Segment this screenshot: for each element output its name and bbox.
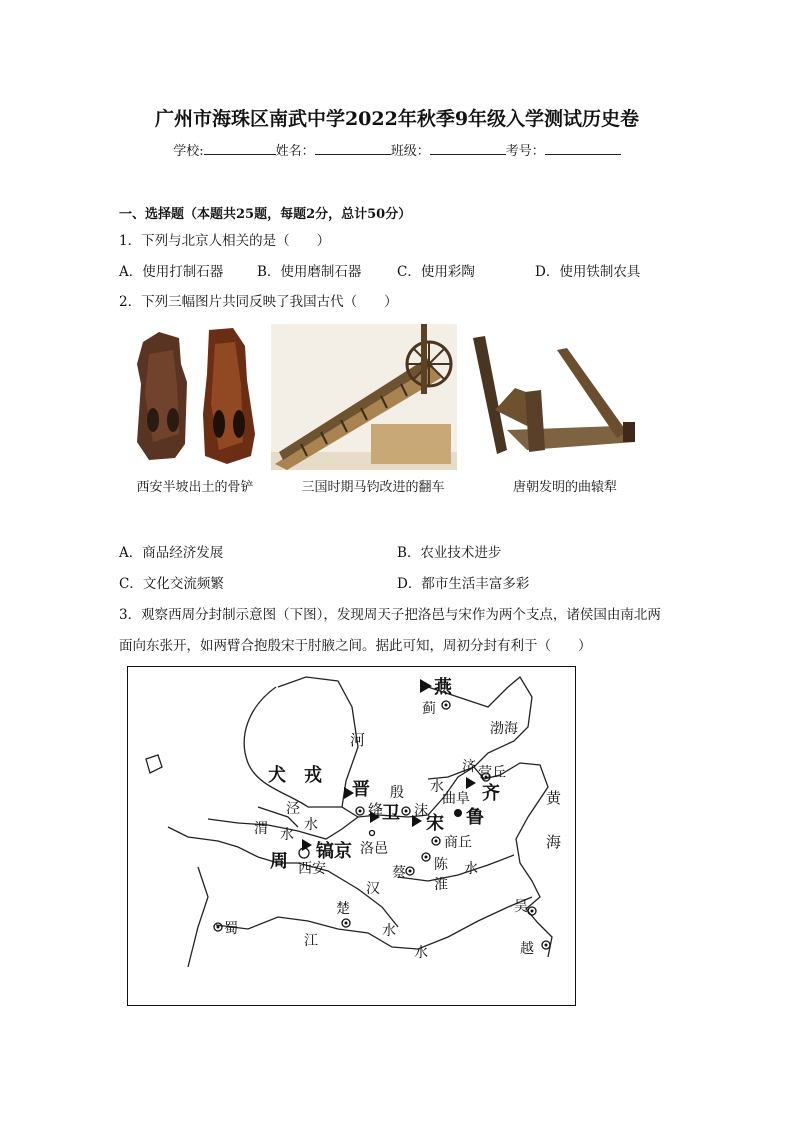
map-label-xian: 西安: [298, 861, 326, 877]
map-label-ji: 蓟: [422, 701, 436, 717]
map-label-han: 汉: [366, 881, 380, 897]
water-wheel-image: [271, 324, 457, 470]
map-label-yingqiu: 营丘: [478, 765, 506, 781]
map-label-huai: 淮: [434, 877, 448, 893]
name-blank[interactable]: [315, 142, 391, 155]
q2-option-b[interactable]: B．农业技术进步: [397, 545, 502, 561]
map-label-quan: 犬: [268, 765, 286, 786]
caption-water-wheel: 三国时期马钧改进的翻车: [301, 480, 445, 495]
q1-option-c[interactable]: C．使用彩陶: [397, 264, 475, 280]
school-label: 学校:: [173, 144, 204, 159]
map-label-jiang-river: 江: [304, 933, 318, 949]
curved-plough-image: [467, 330, 647, 470]
map-label-shui-4: 水: [464, 861, 478, 877]
map-label-shui-5: 水: [382, 923, 396, 939]
map-label-jing: 泾: [286, 801, 300, 817]
map-label-hai: 海: [546, 833, 562, 851]
q2-option-d[interactable]: D．都市生活丰富多彩: [397, 576, 530, 592]
map-label-lu: 鲁: [466, 807, 484, 828]
q1-option-a[interactable]: A．使用打制石器: [119, 264, 224, 280]
q2-option-a[interactable]: A．商品经济发展: [119, 545, 224, 561]
question-3-stem-line2: 面向东张开，如两臂合抱殷宋于肘腋之间。据此可知，周初分封有利于（ ）: [119, 638, 592, 654]
map-label-huang: 黄: [546, 789, 562, 807]
map-label-wei-state: 卫: [382, 803, 400, 824]
question-3-stem-line1: 3．观察西周分封制示意图（下图），发现周天子把洛邑与宋作为两个支点，诸侯国由南北两: [119, 607, 661, 623]
map-label-qufu: 曲阜: [442, 791, 470, 807]
school-blank[interactable]: [204, 142, 276, 155]
map-label-cai: 蔡: [392, 865, 406, 881]
map-label-wei-river: 渭: [254, 821, 268, 837]
map-label-shui-6: 水: [414, 945, 428, 961]
map-label-jin: 晋: [352, 779, 370, 800]
caption-curved-plough: 唐朝发明的曲辕犁: [512, 480, 617, 495]
map-label-luoyi: 洛邑: [360, 841, 388, 857]
map-label-shangqiu: 商丘: [444, 835, 472, 851]
student-info-line: [0, 140, 794, 159]
map-label-he: 河: [350, 731, 366, 749]
map-label-wu: 吴: [514, 899, 528, 915]
map-label-yin: 殷: [390, 785, 404, 801]
class-label: 班级：: [390, 144, 430, 159]
map-label-yan: 燕: [434, 677, 452, 698]
exam-no-label: 考号：: [505, 144, 545, 159]
map-label-bohai: 渤海: [490, 721, 518, 737]
exam-no-blank[interactable]: [545, 142, 621, 155]
map-label-rong: 戎: [304, 765, 322, 786]
map-label-shui-2: 水: [304, 817, 318, 833]
map-label-jiang-city: 绛: [368, 801, 384, 819]
q2-option-c[interactable]: C．文化交流频繁: [119, 576, 224, 592]
map-label-song: 宋: [426, 813, 444, 834]
map-label-yue: 越: [520, 941, 534, 957]
map-label-shu: 蜀: [224, 921, 238, 937]
map-label-chu: 楚: [336, 901, 350, 917]
q1-option-b[interactable]: B．使用磨制石器: [257, 264, 362, 280]
western-zhou-map: [127, 666, 576, 1006]
map-label-chen: 陈: [434, 857, 448, 873]
map-label-mo: 沫: [414, 803, 428, 819]
page-title: 广州市海珠区南武中学2022年秋季9年级入学测试历史卷: [154, 108, 640, 130]
name-label: 姓名：: [275, 144, 315, 159]
map-label-ji-river: 济: [462, 759, 476, 775]
question-1-stem: 1．下列与北京人相关的是（ ）: [119, 233, 331, 249]
q1-option-d[interactable]: D．使用铁制农具: [535, 264, 641, 280]
section-heading: 一、选择题（本题共25题，每题2分，总计50分）: [119, 207, 412, 222]
map-label-qi: 齐: [482, 783, 500, 804]
map-label-shui-3: 水: [280, 827, 294, 843]
bone-spade-image: [129, 324, 261, 470]
map-label-haojing: 镐京: [316, 841, 352, 862]
caption-bone-spade: 西安半坡出土的骨铲: [136, 480, 254, 495]
map-label-shui-1: 水: [430, 779, 444, 795]
question-2-stem: 2．下列三幅图片共同反映了我国古代（ ）: [119, 294, 398, 310]
map-label-zhou: 周: [270, 851, 288, 872]
class-blank[interactable]: [430, 142, 506, 155]
